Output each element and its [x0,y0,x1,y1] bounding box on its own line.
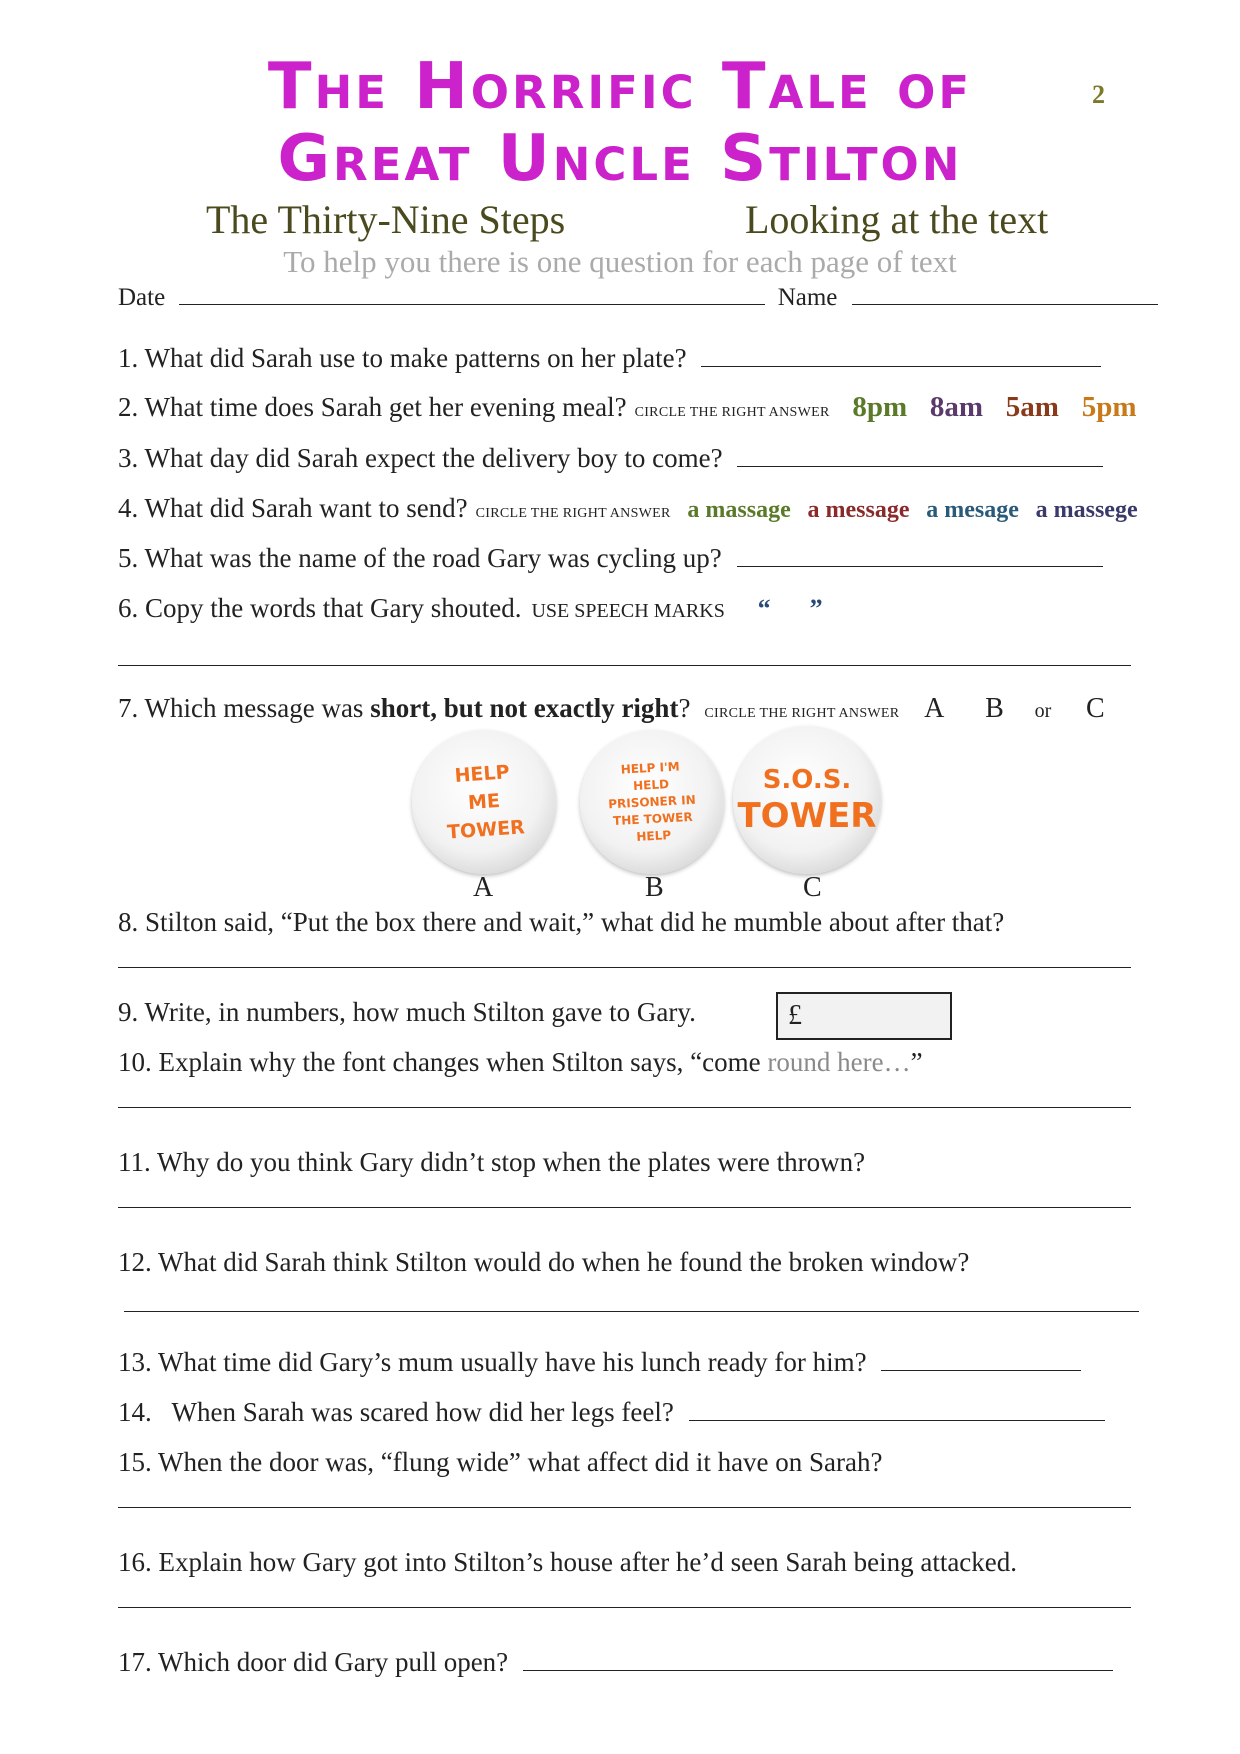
question-12 [118,1246,969,1278]
question-11-text: 11. Why do you think Gary didn’t stop when the plates were thrown? [118,1147,866,1177]
question-13 [118,1346,1081,1378]
plate-c-text-top: S.O.S. [762,765,852,795]
plate-a-text: HELP ME TOWER [446,761,526,844]
question-6-text: 6. Copy the words that Gary shouted. [118,593,522,623]
answer-8-line[interactable] [118,966,1131,968]
question-17 [118,1646,1113,1678]
answer-5-field[interactable] [737,542,1103,567]
question-8 [118,906,1004,938]
question-14 [118,1396,1105,1428]
answer-13-field[interactable] [881,1346,1081,1371]
question-4-instruction: CIRCLE THE RIGHT ANSWER [475,506,671,521]
pound-sign: £ [788,1000,802,1031]
question-1 [118,342,1101,374]
question-5-text: 5. What was the name of the road Gary was cycling up? [118,543,722,573]
question-16-text: 16. Explain how Gary got into Stilton’s house after he’d seen Sarah being attacked. [118,1547,1018,1577]
option-a-massage[interactable]: a massage [687,497,791,523]
question-3 [118,442,1103,474]
option-a-mesage[interactable]: a mesage [926,497,1019,523]
question-13-text: 13. What time did Gary’s mum usually have his lunch ready for him? [118,1347,867,1377]
answer-10-line[interactable] [118,1106,1131,1108]
question-6 [118,592,823,627]
question-2-instruction: CIRCLE THE RIGHT ANSWER [634,405,830,420]
question-4-text: 4. What did Sarah want to send? [118,493,468,523]
answer-3-field[interactable] [737,442,1103,467]
answer-1-field[interactable] [701,342,1101,367]
question-16 [118,1546,1017,1578]
question-6-instruction: USE SPEECH MARKS [531,600,725,622]
plate-c-text-bottom: TOWER [737,796,877,836]
plate-a-label: A [473,872,494,903]
name-label: Name [777,284,838,311]
question-17-text: 17. Which door did Gary pull open? [118,1647,509,1677]
question-5 [118,542,1103,574]
plate-c-label: C [803,872,822,903]
question-11 [118,1146,865,1178]
date-label: Date [118,284,166,311]
plate-c[interactable] [733,726,881,874]
subtitle-book: The Thirty-Nine Steps [206,197,566,242]
question-2-text: 2. What time does Sarah get her evening meal? [118,392,627,422]
name-field[interactable] [852,280,1158,305]
question-3-text: 3. What day did Sarah expect the delivery boy to come? [118,443,723,473]
plate-b-text: HELP I'M HELD PRISONER IN THE TOWER HELP [607,759,697,844]
helper-text: To help you there is one question for each page of text [283,244,957,279]
answer-15-line[interactable] [118,1506,1131,1508]
speech-marks: “ ” [757,594,823,623]
question-7-text: 7. Which message was [118,693,364,723]
subtitle-activity: Looking at the text [745,197,1049,242]
answer-12-line[interactable] [124,1310,1139,1312]
question-10 [118,1046,923,1078]
question-10-grey-text: round here… [767,1047,911,1077]
option-or: or [1034,700,1052,722]
option-a-message[interactable]: a message [807,497,910,523]
question-10-text: 10. Explain why the font changes when Stilton says, “come [118,1047,761,1077]
answer-6-line[interactable] [118,664,1131,666]
question-14-text: 14. When Sarah was scared how did her legs feel? [118,1397,674,1427]
plate-a[interactable] [412,730,556,874]
option-8am[interactable]: 8am [929,391,984,423]
question-7-instruction: CIRCLE THE RIGHT ANSWER [704,706,900,721]
answer-11-line[interactable] [118,1206,1131,1208]
question-9-text: 9. Write, in numbers, how much Stilton gave to Gary. [118,997,696,1027]
worksheet-title-line1: The Horrific Tale of [267,50,973,124]
date-name-row [118,280,1158,313]
page-number: 2 [1092,80,1105,109]
option-a[interactable]: A [924,693,945,724]
question-7-mark: ? [678,693,691,723]
money-input-box[interactable] [776,992,952,1040]
question-10-close-quote: ” [910,1047,923,1077]
answer-16-line[interactable] [118,1606,1131,1608]
worksheet-title-line2: Great Uncle Stilton [277,122,963,196]
question-1-text: 1. What did Sarah use to make patterns on her plate? [118,343,687,373]
plate-b[interactable] [580,730,724,874]
question-7-emphasis: short, but not exactly right [370,693,679,723]
option-c[interactable]: C [1086,693,1105,724]
question-15-text: 15. When the door was, “flung wide” what affect did it have on Sarah? [118,1447,883,1477]
option-8pm[interactable]: 8pm [852,391,908,423]
option-5pm[interactable]: 5pm [1081,391,1137,423]
option-5am[interactable]: 5am [1005,391,1059,423]
option-b[interactable]: B [985,693,1004,724]
option-a-massege[interactable]: a massege [1035,497,1138,523]
question-12-text: 12. What did Sarah think Stilton would do when he found the broken window? [118,1247,970,1277]
question-9 [118,996,696,1028]
question-7 [118,692,1105,730]
date-field[interactable] [179,280,765,305]
question-15 [118,1446,883,1478]
plate-b-label: B [645,872,664,903]
question-4 [118,492,1138,530]
question-8-text: 8. Stilton said, “Put the box there and wait,” what did he mumble about after that? [118,907,1005,937]
question-2 [118,391,1137,429]
answer-17-field[interactable] [523,1646,1113,1671]
answer-14-field[interactable] [689,1396,1105,1421]
